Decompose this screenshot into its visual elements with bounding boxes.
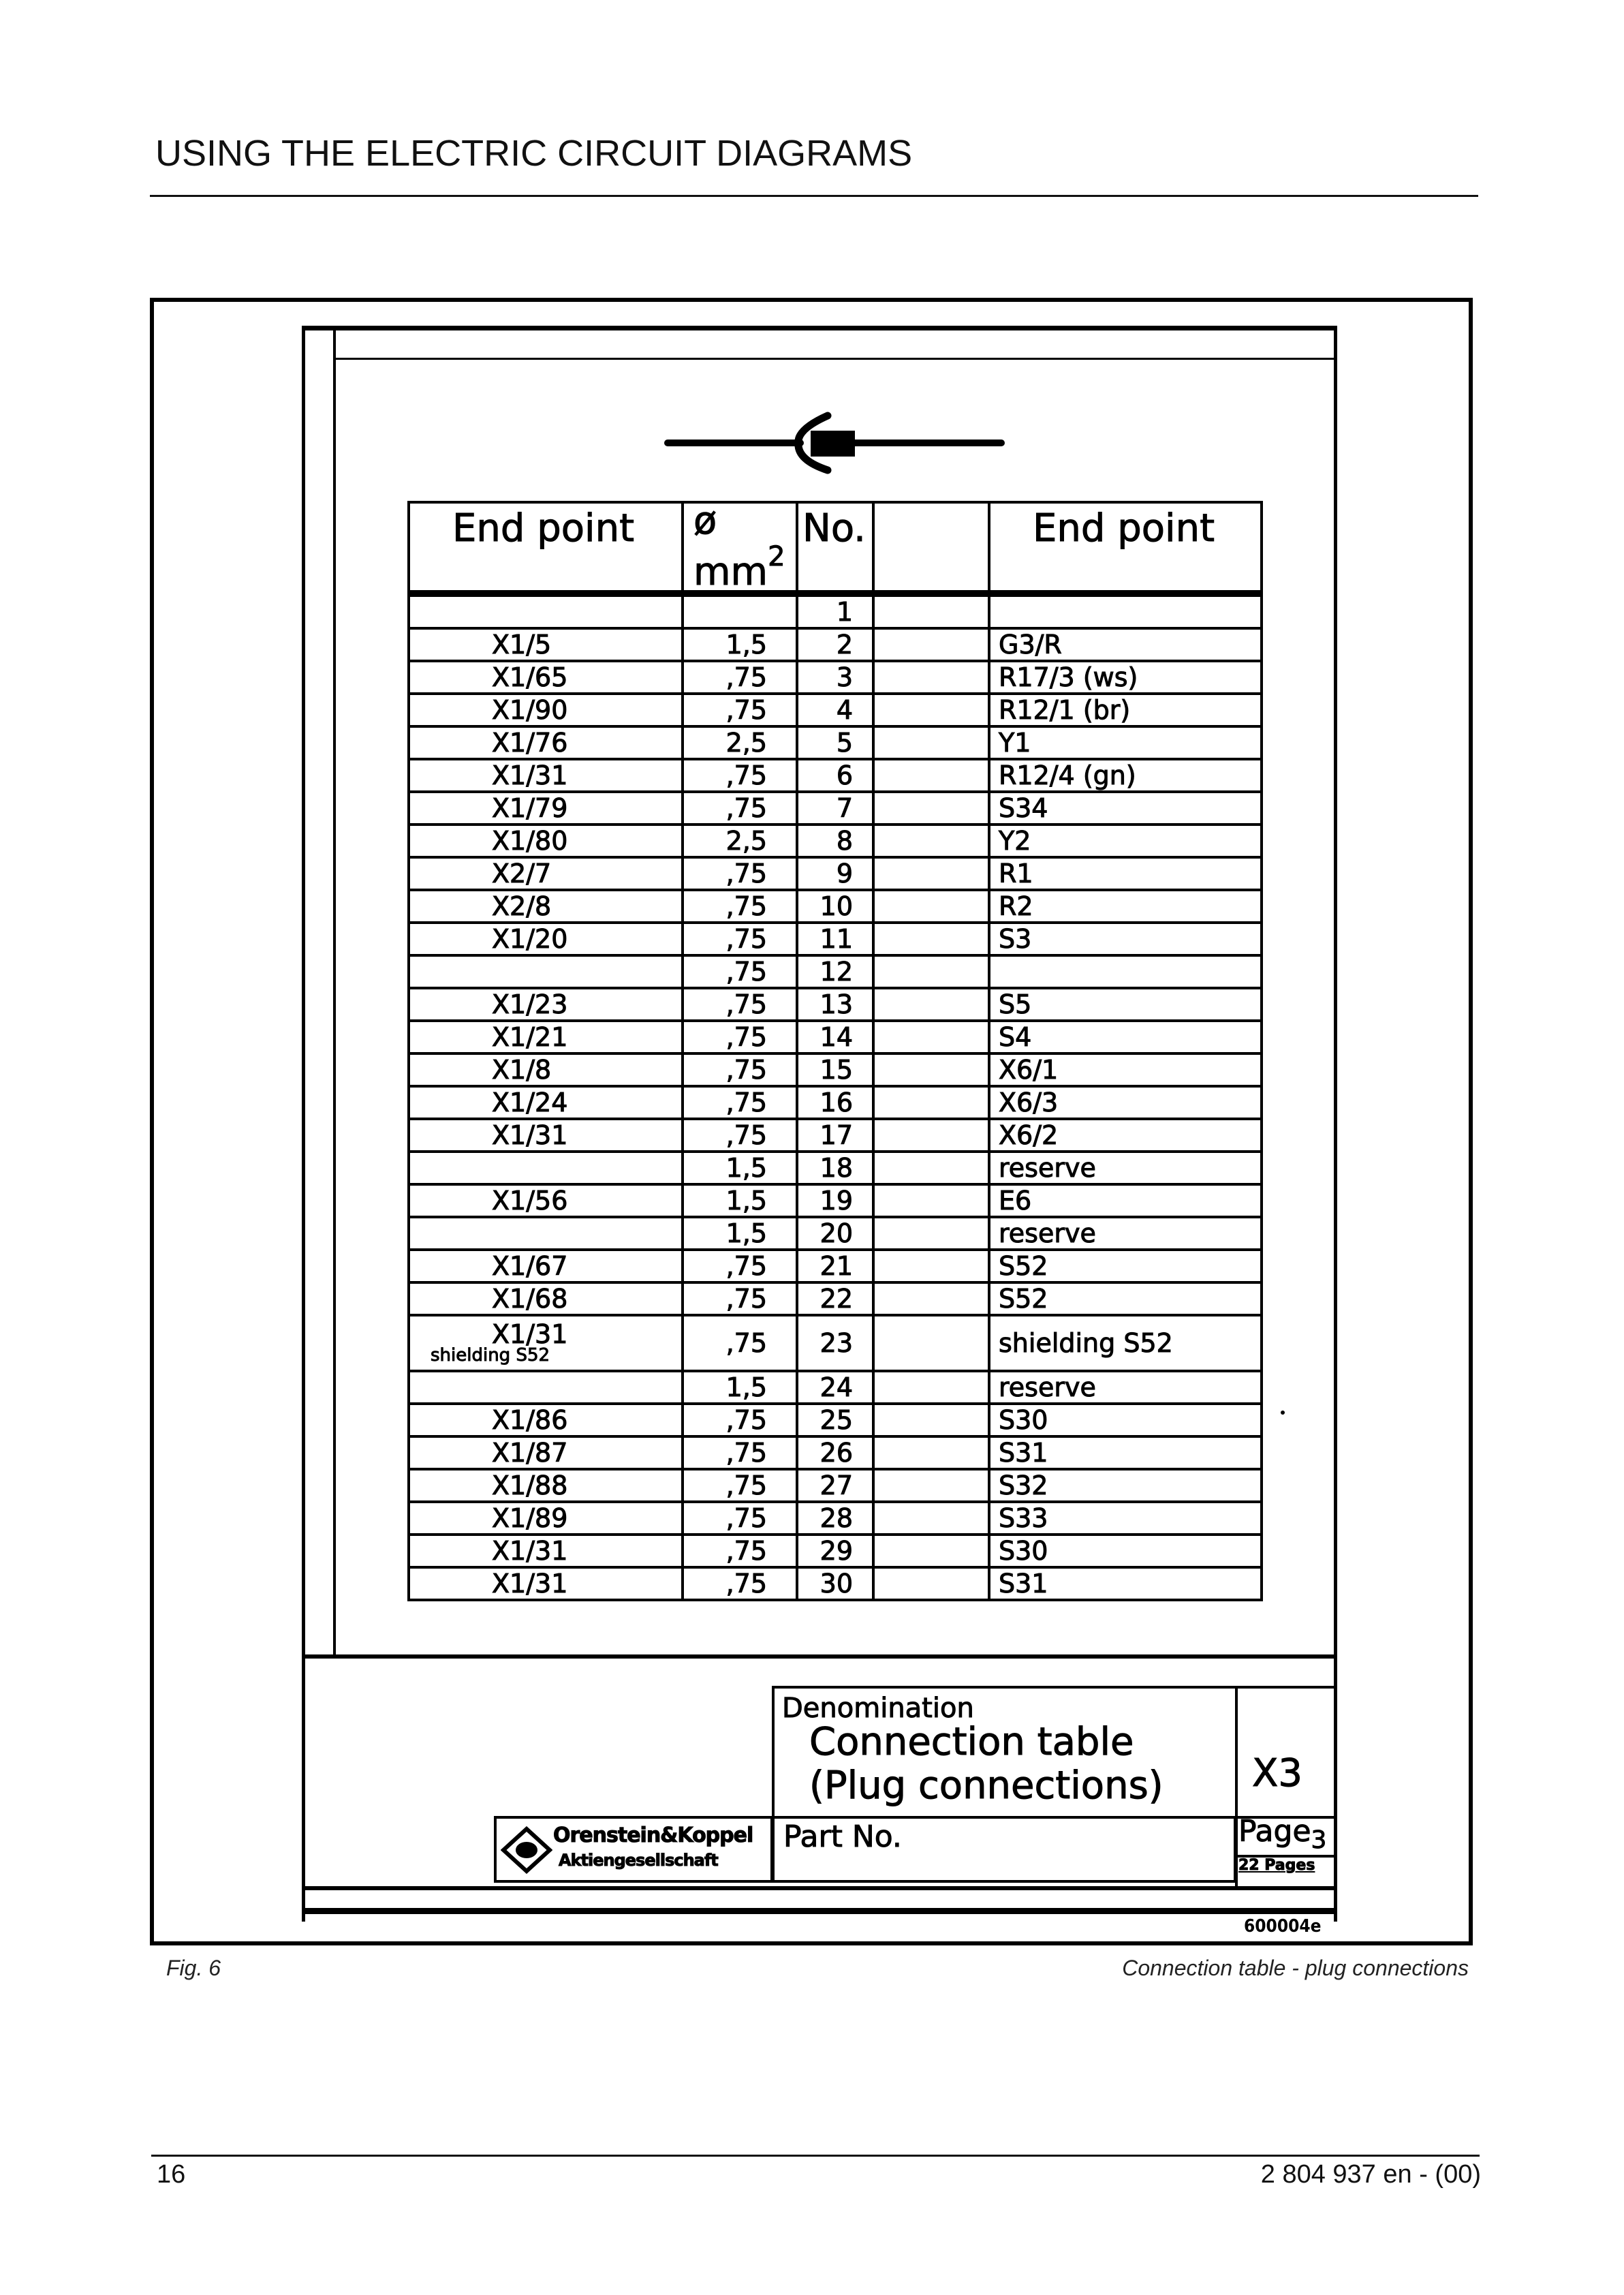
end-point-left-cell: X1/79 (409, 792, 683, 825)
table-row (409, 923, 1262, 955)
end-point-left-cell: X1/76 (409, 726, 683, 759)
connection-number-cell: 18 (797, 1152, 873, 1184)
table-row (409, 825, 1262, 857)
end-point-right-cell: E6 (989, 1184, 1262, 1217)
end-point-left-cell: X1/88 (409, 1469, 683, 1502)
connection-number-cell: 30 (797, 1567, 873, 1600)
cross-section-cell: 1,5 (683, 1184, 797, 1217)
cross-section-cell: ,75 (683, 1535, 797, 1567)
blank-cell (873, 1567, 989, 1600)
blank-cell (873, 955, 989, 988)
end-point-right-cell: S33 (989, 1502, 1262, 1535)
cross-section-cell: 2,5 (683, 726, 797, 759)
blank-cell (873, 1535, 989, 1567)
blank-cell (873, 1152, 989, 1184)
blank-cell (873, 726, 989, 759)
connection-number-cell: 6 (797, 759, 873, 792)
total-pages: 22 Pages (1238, 1857, 1315, 1874)
connection-number-cell: 2 (797, 628, 873, 661)
end-point-left-cell (409, 1152, 683, 1184)
table-row (409, 1371, 1262, 1404)
connection-number-cell: 22 (797, 1282, 873, 1315)
blank-cell (873, 759, 989, 792)
column-header-blank (873, 502, 989, 594)
table-row (409, 1502, 1262, 1535)
blank-cell (873, 628, 989, 661)
end-point-left-cell: X1/86 (409, 1404, 683, 1436)
cross-section-cell: ,75 (683, 792, 797, 825)
end-point-right-cell: R12/1 (br) (989, 694, 1262, 726)
table-row (409, 1217, 1262, 1250)
end-point-right-cell (989, 594, 1262, 628)
blank-cell (873, 1021, 989, 1053)
connection-number-cell: 1 (797, 594, 873, 628)
end-point-left-cell (409, 1371, 683, 1404)
end-point-left-cell (409, 955, 683, 988)
cross-section-cell: ,75 (683, 1315, 797, 1371)
blank-cell (873, 825, 989, 857)
end-point-left-cell: X1/21 (409, 1021, 683, 1053)
cross-section-cell: 1,5 (683, 1152, 797, 1184)
connection-number-cell: 28 (797, 1502, 873, 1535)
blank-cell (873, 1371, 989, 1404)
end-point-right-cell: S30 (989, 1404, 1262, 1436)
end-point-right-cell: S31 (989, 1436, 1262, 1469)
blank-cell (873, 1119, 989, 1152)
cross-section-cell: ,75 (683, 857, 797, 890)
table-row (409, 1086, 1262, 1119)
table-row (409, 890, 1262, 923)
sheet-right-border (1334, 327, 1337, 1922)
cross-section-cell: 2,5 (683, 825, 797, 857)
cross-section-cell: ,75 (683, 955, 797, 988)
blank-cell (873, 857, 989, 890)
cross-section-cell: ,75 (683, 1119, 797, 1152)
cross-section-cell: ,75 (683, 988, 797, 1021)
cross-section-cell: 1,5 (683, 1217, 797, 1250)
connection-number-cell: 5 (797, 726, 873, 759)
end-point-left-cell (409, 594, 683, 628)
table-row (409, 1152, 1262, 1184)
denomination-line-1: Connection table (809, 1720, 1134, 1764)
end-point-left-cell: X1/31 (409, 1119, 683, 1152)
connection-number-cell: 12 (797, 955, 873, 988)
footer-rule (151, 2155, 1480, 2157)
blank-cell (873, 890, 989, 923)
table-row (409, 955, 1262, 988)
connection-number-cell: 23 (797, 1315, 873, 1371)
connection-number-cell: 29 (797, 1535, 873, 1567)
table-row (409, 1119, 1262, 1152)
figure-title: Connection table - plug connections (1122, 1956, 1469, 1980)
column-header-number: No. (797, 502, 873, 594)
table-row (409, 1021, 1262, 1053)
end-point-right-cell: S4 (989, 1021, 1262, 1053)
connection-number-cell: 21 (797, 1250, 873, 1282)
cross-section-cell: ,75 (683, 923, 797, 955)
end-point-left-cell: X1/31 (409, 1535, 683, 1567)
footer-doc-number: 2 804 937 en - (00) (1260, 2160, 1481, 2189)
end-point-left-cell: X1/56 (409, 1184, 683, 1217)
end-point-left-cell: X1/8 (409, 1053, 683, 1086)
connection-number-cell: 9 (797, 857, 873, 890)
cross-section-cell: ,75 (683, 890, 797, 923)
connection-number-cell: 11 (797, 923, 873, 955)
end-point-left-cell: X2/8 (409, 890, 683, 923)
end-point-left-cell: X2/7 (409, 857, 683, 890)
denomination-line-2: (Plug connections) (809, 1763, 1164, 1808)
connection-number-cell: 25 (797, 1404, 873, 1436)
sheet-left-border (302, 327, 305, 1922)
connection-number-cell: 17 (797, 1119, 873, 1152)
table-header-row (409, 502, 1262, 594)
table-row (409, 661, 1262, 694)
end-point-left-cell: X1/65 (409, 661, 683, 694)
company-type: Aktiengesellschaft (559, 1851, 718, 1870)
title-block-bottom-line-1 (302, 1886, 1337, 1890)
end-point-right-cell: reserve (989, 1217, 1262, 1250)
table-row (409, 594, 1262, 628)
figure-label: Fig. 6 (166, 1956, 221, 1980)
end-point-right-cell: Y2 (989, 825, 1262, 857)
blank-cell (873, 661, 989, 694)
cross-section-cell: ,75 (683, 1436, 797, 1469)
denomination-title (809, 1721, 1164, 1808)
company-name: Orenstein&Koppel (553, 1823, 753, 1847)
table-row (409, 759, 1262, 792)
unit-label: mm (693, 550, 768, 594)
end-point-right-cell: S30 (989, 1535, 1262, 1567)
column-header-end-point-left: End point (409, 502, 683, 594)
end-point-left-cell (409, 1217, 683, 1250)
end-point-right-cell: reserve (989, 1371, 1262, 1404)
end-point-right-cell: X6/3 (989, 1086, 1262, 1119)
connection-table (407, 501, 1263, 1601)
connection-number-cell: 20 (797, 1217, 873, 1250)
page-title: USING THE ELECTRIC CIRCUIT DIAGRAMS (155, 133, 913, 174)
end-point-left-cell: X1/31 (409, 759, 683, 792)
end-point-right-cell: R1 (989, 857, 1262, 890)
table-row (409, 1184, 1262, 1217)
end-point-left-cell: X1/87 (409, 1436, 683, 1469)
end-point-right-cell: R12/4 (gn) (989, 759, 1262, 792)
cross-section-cell: ,75 (683, 661, 797, 694)
unit-superscript: 2 (768, 541, 785, 572)
end-point-right-cell: S3 (989, 923, 1262, 955)
cross-section-cell: ,75 (683, 1469, 797, 1502)
connection-number-cell: 24 (797, 1371, 873, 1404)
connection-number-cell: 16 (797, 1086, 873, 1119)
table-row (409, 628, 1262, 661)
connection-number-cell: 8 (797, 825, 873, 857)
end-point-right-cell: S34 (989, 792, 1262, 825)
blank-cell (873, 1053, 989, 1086)
connection-number-cell: 14 (797, 1021, 873, 1053)
blank-cell (873, 792, 989, 825)
table-row (409, 1250, 1262, 1282)
connection-number-cell: 27 (797, 1469, 873, 1502)
blank-cell (873, 1184, 989, 1217)
table-row (409, 1469, 1262, 1502)
plug-connector-icon (664, 409, 1025, 484)
cross-section-cell: ,75 (683, 694, 797, 726)
part-no-label: Part No. (783, 1819, 902, 1854)
end-point-left-cell: X1/89 (409, 1502, 683, 1535)
table-row (409, 1315, 1262, 1371)
blank-cell (873, 1086, 989, 1119)
table-row (409, 1567, 1262, 1600)
scan-artifact-dot (1281, 1411, 1285, 1415)
cross-section-cell: ,75 (683, 1404, 797, 1436)
table-row (409, 792, 1262, 825)
connection-number-cell: 4 (797, 694, 873, 726)
blank-cell (873, 1404, 989, 1436)
end-point-right-cell: S52 (989, 1282, 1262, 1315)
end-point-left-cell: X1/20 (409, 923, 683, 955)
end-point-right-cell: S31 (989, 1567, 1262, 1600)
cross-section-cell: ,75 (683, 1053, 797, 1086)
page-label: Page$_3$ (1238, 1814, 1327, 1854)
blank-cell (873, 1502, 989, 1535)
connection-number-cell: 19 (797, 1184, 873, 1217)
column-header-cross-section (683, 499, 797, 594)
end-point-left-cell: X1/90 (409, 694, 683, 726)
page-number: 3 (1311, 1826, 1327, 1854)
blank-cell (873, 1250, 989, 1282)
denomination-label: Denomination (782, 1693, 974, 1724)
blank-cell (873, 923, 989, 955)
end-point-left-cell: X1/67 (409, 1250, 683, 1282)
title-block-separator (302, 1654, 1337, 1659)
blank-cell (873, 694, 989, 726)
end-point-right-cell: S32 (989, 1469, 1262, 1502)
sheet-header-line (333, 358, 1336, 360)
end-point-right-cell: reserve (989, 1152, 1262, 1184)
end-point-left-note: shielding S52 (431, 1345, 550, 1366)
cross-section-cell: ,75 (683, 759, 797, 792)
cross-section-cell: 1,5 (683, 628, 797, 661)
table-row (409, 1535, 1262, 1567)
table-row (409, 1404, 1262, 1436)
designation-code: X3 (1252, 1751, 1302, 1796)
connection-number-cell: 13 (797, 988, 873, 1021)
blank-cell (873, 1315, 989, 1371)
cross-section-cell: ,75 (683, 1282, 797, 1315)
end-point-left-cell: X1/80 (409, 825, 683, 857)
end-point-right-cell: G3/R (989, 628, 1262, 661)
cross-section-cell (683, 594, 797, 628)
table-row (409, 1282, 1262, 1315)
end-point-right-cell: X6/2 (989, 1119, 1262, 1152)
title-block-bottom-line-2 (302, 1908, 1337, 1914)
end-point-right-cell (989, 955, 1262, 988)
sheet-top-border (302, 326, 1337, 330)
diameter-symbol: ø (693, 499, 717, 543)
table-row (409, 1053, 1262, 1086)
cross-section-cell: ,75 (683, 1567, 797, 1600)
end-point-right-cell: R17/3 (ws) (989, 661, 1262, 694)
sheet-margin-line (333, 327, 336, 1656)
table-row (409, 988, 1262, 1021)
end-point-left-cell: X1/31 shielding S52 (409, 1315, 683, 1371)
blank-cell (873, 988, 989, 1021)
blank-cell (873, 1469, 989, 1502)
end-point-right-cell: shielding S52 (989, 1315, 1262, 1371)
end-point-right-cell: R2 (989, 890, 1262, 923)
cross-section-cell: ,75 (683, 1502, 797, 1535)
connection-number-cell: 3 (797, 661, 873, 694)
cross-section-cell: ,75 (683, 1086, 797, 1119)
table-row (409, 857, 1262, 890)
connection-number-cell: 26 (797, 1436, 873, 1469)
end-point-left-cell: X1/24 (409, 1086, 683, 1119)
cross-section-cell: ,75 (683, 1250, 797, 1282)
header-rule (150, 195, 1478, 197)
footer-page-number: 16 (157, 2160, 186, 2189)
end-point-left-cell: X1/31 (409, 1567, 683, 1600)
connection-number-cell: 10 (797, 890, 873, 923)
drawing-number: 600004e (1244, 1916, 1322, 1937)
connection-number-cell: 15 (797, 1053, 873, 1086)
blank-cell (873, 1282, 989, 1315)
table-row (409, 1436, 1262, 1469)
end-point-right-cell: X6/1 (989, 1053, 1262, 1086)
blank-cell (873, 594, 989, 628)
blank-cell (873, 1217, 989, 1250)
end-point-right-cell: S5 (989, 988, 1262, 1021)
blank-cell (873, 1436, 989, 1469)
end-point-right-cell: S52 (989, 1250, 1262, 1282)
column-header-end-point-right: End point (989, 502, 1262, 594)
end-point-left-cell: X1/23 (409, 988, 683, 1021)
cross-section-cell: 1,5 (683, 1371, 797, 1404)
connection-number-cell: 7 (797, 792, 873, 825)
end-point-right-cell: Y1 (989, 726, 1262, 759)
company-logo-icon (501, 1826, 552, 1874)
table-row (409, 726, 1262, 759)
table-row (409, 694, 1262, 726)
cross-section-cell: ,75 (683, 1021, 797, 1053)
end-point-left-cell: X1/5 (409, 628, 683, 661)
end-point-left-cell: X1/68 (409, 1282, 683, 1315)
